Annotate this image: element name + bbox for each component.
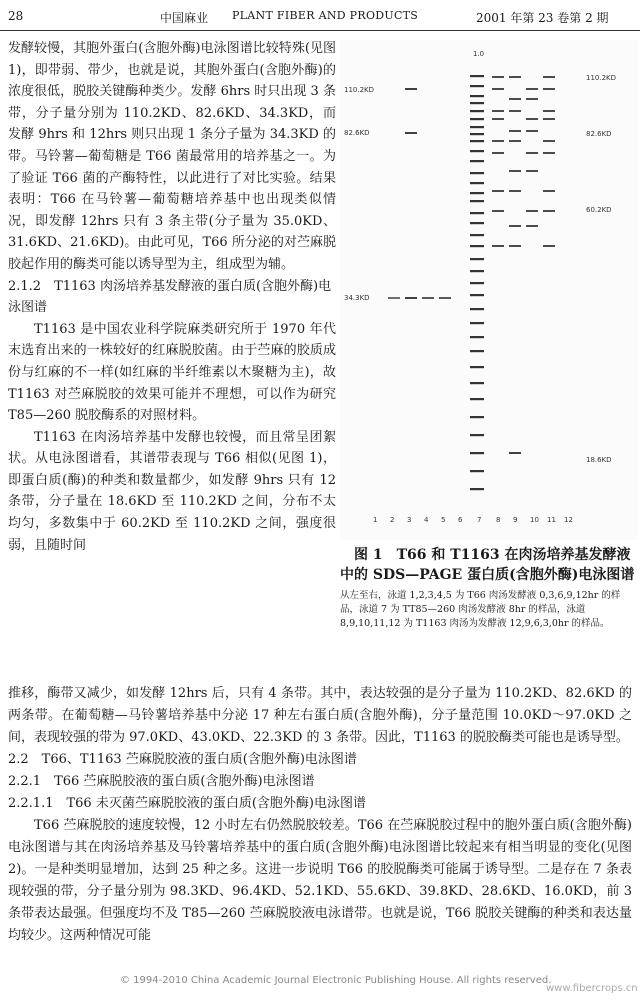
gel-band bbox=[492, 245, 504, 247]
lane-number: 11 bbox=[547, 516, 556, 524]
gel-band bbox=[470, 270, 484, 272]
gel-band bbox=[470, 85, 484, 87]
section-heading: 2.1.2 T1163 肉汤培养基发酵液的蛋白质(含胞外酶)电泳图谱 bbox=[8, 278, 332, 316]
gel-band bbox=[388, 297, 400, 299]
site-watermark: www.fibercrops.cn bbox=[546, 983, 638, 994]
gel-band bbox=[492, 190, 504, 192]
gel-band bbox=[405, 297, 417, 299]
gel-band bbox=[509, 130, 521, 132]
gel-band bbox=[470, 133, 484, 135]
gel-band bbox=[526, 170, 538, 172]
gel-band bbox=[405, 132, 417, 134]
gel-band bbox=[470, 102, 484, 104]
lane-number: 8 bbox=[496, 516, 501, 524]
gel-band bbox=[470, 434, 484, 436]
lane-number: 7 bbox=[477, 516, 482, 524]
gel-band bbox=[509, 140, 521, 142]
gel-band bbox=[470, 118, 484, 120]
gel-band bbox=[470, 245, 484, 247]
gel-top-label: 1.0 bbox=[473, 50, 485, 58]
gel-band bbox=[470, 308, 484, 310]
gel-band bbox=[526, 98, 538, 100]
gel-band bbox=[509, 110, 521, 112]
gel-band bbox=[543, 76, 555, 78]
paragraph: T1163 是中国农业科学院麻类研究所于 1970 年代末选育出来的一株较好的红麻脱胶菌。由于苎麻的胶质成份与红麻的不一样(如红麻的半纤维素以木聚糖为主)，故 T1163 对苎麻脱胶的效果可能并不理想，可以作为研究 T85—260 脱胶酶系的对照材料。 bbox=[8, 321, 336, 424]
paragraph: T66 苎麻脱胶的速度较慢，12 小时左右仍然脱胶较差。T66 在苎麻脱胶过程中的胞外蛋白质(含胞外酶)电泳图谱与其在肉汤培养基及马铃薯培养基中的蛋白质(含胞外酶)电泳图谱比较起来有相当明显的变化(见图 2)。一是种类明显增加，达到 25 种之多。这进一步说明 T66 的胶脱酶类可能属于诱导型。二是存在 7 条表现较强的带，分子量分别为 98.3KD、96.4KD、52.1KD、55.6KD、39.8KD、28.6KD、16.0KD，前 3 条带表达最强。但强度均不及 T85—260 苎麻脱胶液电泳谱带。也就是说，T66 脱胶关键酶的种类和表达量均较少。这两种情况可能 bbox=[8, 818, 632, 943]
figure-caption bbox=[340, 545, 636, 631]
gel-band bbox=[470, 416, 484, 418]
issue-info: 2001 年第 23 卷第 2 期 bbox=[476, 11, 609, 25]
gel-band bbox=[470, 75, 484, 77]
journal-title-cn: 中国麻业 bbox=[160, 11, 209, 25]
gel-band bbox=[470, 294, 484, 296]
mw-marker: 82.6KD bbox=[586, 130, 612, 138]
gel-band bbox=[470, 126, 484, 128]
journal-title-en: PLANT FIBER AND PRODUCTS bbox=[232, 9, 419, 22]
gel-band bbox=[509, 76, 521, 78]
gel-band bbox=[543, 110, 555, 112]
gel-band bbox=[509, 452, 521, 454]
lane-number: 6 bbox=[458, 516, 463, 524]
gel-band bbox=[543, 245, 555, 247]
gel-band bbox=[509, 170, 521, 172]
lane-number: 9 bbox=[513, 516, 518, 524]
gel-band bbox=[526, 88, 538, 90]
gel-band bbox=[470, 350, 484, 352]
lane-number: 5 bbox=[441, 516, 446, 524]
gel-band bbox=[470, 182, 484, 184]
gel-band bbox=[492, 118, 504, 120]
lane-number: 4 bbox=[424, 516, 429, 524]
gel-band bbox=[470, 200, 484, 202]
gel-band bbox=[509, 190, 521, 192]
gel-image bbox=[340, 40, 638, 540]
gel-band bbox=[543, 118, 555, 120]
gel-band bbox=[492, 88, 504, 90]
lane-number: 2 bbox=[390, 516, 395, 524]
full-width-text bbox=[8, 683, 632, 947]
section-heading: 2.2.1 T66 苎麻脱胶液的蛋白质(含胞外酶)电泳图谱 bbox=[8, 774, 315, 789]
gel-band bbox=[470, 140, 484, 142]
gel-band bbox=[509, 245, 521, 247]
caption-title: 图 1 T66 和 T1163 在肉汤培养基发酵液中的 SDS—PAGE 蛋白质(含胞外酶)电泳图谱 bbox=[340, 547, 635, 583]
gel-band bbox=[492, 140, 504, 142]
gel-band bbox=[470, 366, 484, 368]
gel-band bbox=[439, 297, 451, 299]
paragraph: T1163 在肉汤培养基中发酵也较慢，而且常呈团絮状。从电泳图谱看，其谱带表现与 T66 相似(见图 1)，即蛋白质(酶)的种类和数量都少，如发酵 9hrs 只有 12 条带，分子量在 18.6KD 至 110.2KD 之间，分布不太均匀，多数集中于 60.2KD 至 110.2KD 之间，强度很弱，且随时间 bbox=[8, 429, 336, 553]
mw-marker: 110.2KD bbox=[586, 74, 617, 82]
lane-number: 12 bbox=[564, 516, 573, 524]
gel-band bbox=[526, 130, 538, 132]
section-heading: 2.2.1.1 T66 未灭菌苎麻脱胶液的蛋白质(含胞外酶)电泳图谱 bbox=[8, 796, 366, 811]
paragraph: 推移，酶带又减少，如发酵 12hrs 后，只有 4 条带。其中，表达较强的是分子量为 110.2KD、82.6KD 的两条带。在葡萄糖—马铃薯培养基中分泌 17 种左右蛋白质(含胞外酶)，分子量范围 10.0KD～97.0KD 之间，表现较强的带为 97.0KD、43.0KD、22.3KD 的 3 条带。因此，T1163 的脱胶酶类可能也是诱导型。 bbox=[8, 686, 632, 745]
gel-band bbox=[543, 140, 555, 142]
gel-band bbox=[470, 212, 484, 214]
gel-band bbox=[470, 336, 484, 338]
gel-band bbox=[492, 110, 504, 112]
gel-band bbox=[526, 225, 538, 227]
lane-number: 1 bbox=[373, 516, 378, 524]
gel-band bbox=[470, 488, 484, 490]
gel-band bbox=[470, 150, 484, 152]
gel-band bbox=[470, 95, 484, 97]
gel-band bbox=[509, 98, 521, 100]
section-heading: 2.2 T66、T1163 苎麻脱胶液的蛋白质(含胞外酶)电泳图谱 bbox=[8, 752, 357, 767]
gel-band bbox=[470, 282, 484, 284]
copyright-watermark: © 1994-2010 China Academic Journal Electronic Publishing House. All rights reserved. bbox=[120, 975, 552, 986]
lane-number: 10 bbox=[530, 516, 539, 524]
paragraph: 发酵较慢，其胞外蛋白(含胞外酶)电泳图谱比较特殊(见图 1)，即带弱、带少，也就是说，其胞外蛋白(含胞外酶)的浓度很低，脱胶关键酶种类少。发酵 6hrs 时只出现 3 条带，分子量分别为 110.2KD、82.6KD、34.3KD，而发酵 9hrs 和 12hrs 则只出现 1 条分子量为 34.3KD 的带。马铃薯—葡萄糖是 T66 菌最常用的培养基之一。为了验证 T66 菌的产酶特性，以此进行了对比实验。结果表明：T66 在马铃薯—葡萄糖培养基中也出现类似情况，即发酵 12hrs 只有 3 条主带(分子量为 35.0KD、31.6KD、21.6KD)。由此可见，T66 所分泌的对苎麻脱胶起作用的酶类可能以诱导型为主，组成型为辅。 bbox=[8, 41, 336, 272]
lane-number: 3 bbox=[407, 516, 412, 524]
gel-band bbox=[470, 192, 484, 194]
gel-band bbox=[422, 297, 434, 299]
mw-marker: 82.6KD bbox=[344, 129, 370, 137]
gel-band bbox=[470, 398, 484, 400]
gel-band bbox=[526, 152, 538, 154]
gel-band bbox=[470, 160, 484, 162]
gel-band bbox=[470, 452, 484, 454]
left-column bbox=[8, 38, 336, 556]
page-header bbox=[0, 0, 640, 31]
page-number: 28 bbox=[8, 9, 24, 23]
gel-band bbox=[543, 152, 555, 154]
gel-band bbox=[470, 110, 484, 112]
figure-1-gel bbox=[340, 40, 638, 540]
gel-band bbox=[492, 152, 504, 154]
mw-marker: 18.6KD bbox=[586, 456, 612, 464]
gel-band bbox=[526, 210, 538, 212]
gel-band bbox=[470, 470, 484, 472]
gel-band bbox=[526, 118, 538, 120]
gel-band bbox=[470, 234, 484, 236]
mw-marker: 34.3KD bbox=[344, 294, 370, 302]
caption-note: 从左至右，泳道 1,2,3,4,5 为 T66 肉汤发酵液 0,3,6,9,12hr 的样品，泳道 7 为 TT85—260 肉汤发酵液 8hr 的样品，泳道 8,9,10,11,12 为 T1163 肉汤为发酵液 12,9,6,3,0hr 的样品。 bbox=[340, 590, 621, 629]
gel-band bbox=[470, 172, 484, 174]
gel-band bbox=[543, 210, 555, 212]
gel-band bbox=[492, 210, 504, 212]
gel-band bbox=[470, 222, 484, 224]
gel-band bbox=[492, 76, 504, 78]
gel-band bbox=[470, 258, 484, 260]
gel-band bbox=[405, 88, 417, 90]
mw-marker: 110.2KD bbox=[344, 86, 375, 94]
gel-band bbox=[543, 190, 555, 192]
mw-marker: 60.2KD bbox=[586, 206, 612, 214]
gel-band bbox=[543, 88, 555, 90]
gel-band bbox=[470, 322, 484, 324]
gel-band bbox=[509, 225, 521, 227]
gel-band bbox=[470, 382, 484, 384]
